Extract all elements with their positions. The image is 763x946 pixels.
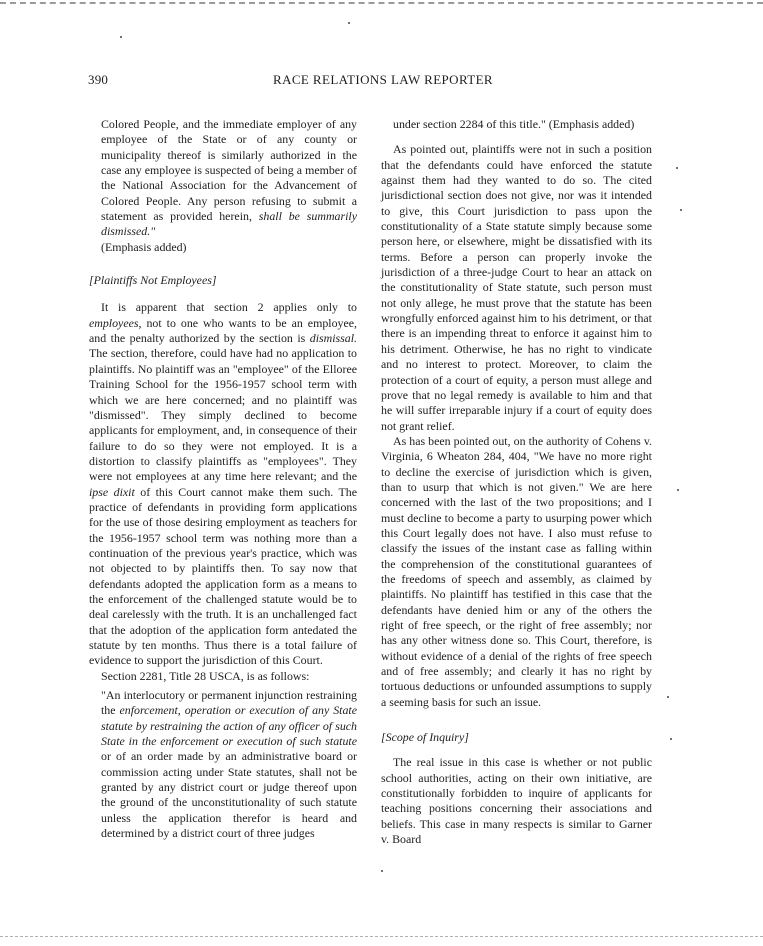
running-head [88, 72, 678, 92]
scan-speck [676, 167, 678, 169]
paragraph: It is apparent that section 2 applies only to employees, not to one who wants to be an employee, and the penalty authorized by the section is dismissal. The section, therefore, could have had no application to plaintiffs. No plaintiff was an "employee" of the Elloree Training School for the 1956-1957 school term with which we are here concerned; and no plaintiff was "dismissed". They simply declined to become applicants for employment, and, in consequence of their failure to do so they were not employed. It is a distortion to classify plaintiffs as "employees". They were not employees at any time here relevant; and the ipse dixit of this Court cannot make them such. The practice of defendants in providing form applications for the use of those desiring employment as teachers for the 1956-1957 school term was nothing more than a continuation of the previous year's practice, which was not objected to by plaintiffs then. To say now that defendants adopted the application form as a means to the enforcement of the challenged statute would be to deal carelessly with the truth. It is an unchallenged fact that the adoption of the application form antedated the statute by ten months. Thus there is a total failure of evidence to support the jurisdiction of this Court. [89, 300, 357, 668]
left-column [89, 117, 357, 841]
scan-speck [120, 36, 122, 38]
scan-speck [348, 22, 350, 24]
paragraph: As has been pointed out, on the authority of Cohens v. Virginia, 6 Wheaton 284, 404, "We have no more right to decline the exercise of jurisdiction which is given, than to usurp that which is not given." We are here concerned with the last of the two propositions; and I must decline to become a party to usurping power which this Court legally does not have. I also must refuse to classify the issues of the instant case as falling within the comprehension of the constitutional guarantees of the freedoms of speech and assembly, as claimed by plaintiffs. No plaintiff has testified in this case that the defendants have denied him or any of the others the right of free speech, or the right of free assembly; nor has any other witness done so. This Court, therefore, is without evidence of a denial of the rights of free speech and of free assembly; and clearly it has no right by tortuous deductions or unfounded assumptions to supply a seeming basis for such an issue. [381, 433, 652, 709]
journal-title: RACE RELATIONS LAW REPORTER [273, 72, 493, 87]
quoted-statute: "An interlocutory or permanent injunction restraining the enforcement, operation or execution of any State statute by restraining the action of any officer of such State in the enforcement or execution of such statute or of an order made by an administrative board or commission acting under State statutes, shall not be granted by any district court or judge thereof upon the ground of the unconstitutionality of such statute unless the application therefor is heard and determined by a district court of three judges [101, 688, 357, 841]
quoted-statute-end: Colored People, and the immediate employer of any employee of the State or of any county or municipality thereof is similarly authorized in the case any employee is suspected of being a member of the National Association for the Advancement of Colored People. Any person refusing to submit a statement as provided herein, shall be summarily dismissed." (Emphasis added) [101, 117, 358, 254]
scan-speck [381, 870, 383, 872]
scan-speck [680, 209, 682, 211]
section-heading-plaintiffs-not-employees: [Plaintiffs Not Employees] [89, 273, 217, 288]
paragraph: As pointed out, plaintiffs were not in such a position that the defendants could have enforced the statute against them had they wanted to do so. The cited jurisdictional section does not give, nor was it intended to give, this Court jurisdiction to pass upon the constitutionality of a State statute simply because some person here, or elsewhere, might be dissatisfied with its terms. Before a person can properly invoke the jurisdiction of a three-judge Court to hear an attack on the constitutionality of State statute, such person must not only allege, he must prove that the statute has been wrongfully enforced against him to his detriment, or that there is an impending threat to enforce it against him to his detriment. Otherwise, he has no right to vindicate and no interest to protect. Moreover, to claim the protection of a court of equity, a person must allege and prove that no legal remedy is available to him and that he will suffer irreparable injury if a court of equity does not grant relief. [381, 142, 652, 433]
paragraph: Section 2281, Title 28 USCA, is as follows: [101, 668, 310, 683]
section-heading-scope-of-inquiry: [Scope of Inquiry] [381, 730, 469, 745]
page-number: 390 [88, 72, 109, 87]
page-top-edge [0, 2, 763, 4]
page-bottom-edge [0, 936, 763, 937]
scan-speck [670, 738, 672, 740]
quoted-statute-continued: under section 2284 of this title." (Emphasis added) [393, 117, 635, 131]
scan-speck [667, 696, 669, 698]
scan-speck [677, 489, 679, 491]
right-column [381, 117, 652, 847]
paragraph: The real issue in this case is whether or not public school authorities, acting on their own initiative, are constitutionally forbidden to inquire of applicants for teaching positions concerning their associations and beliefs. This case in many respects is similar to Garner v. Board [381, 755, 652, 847]
